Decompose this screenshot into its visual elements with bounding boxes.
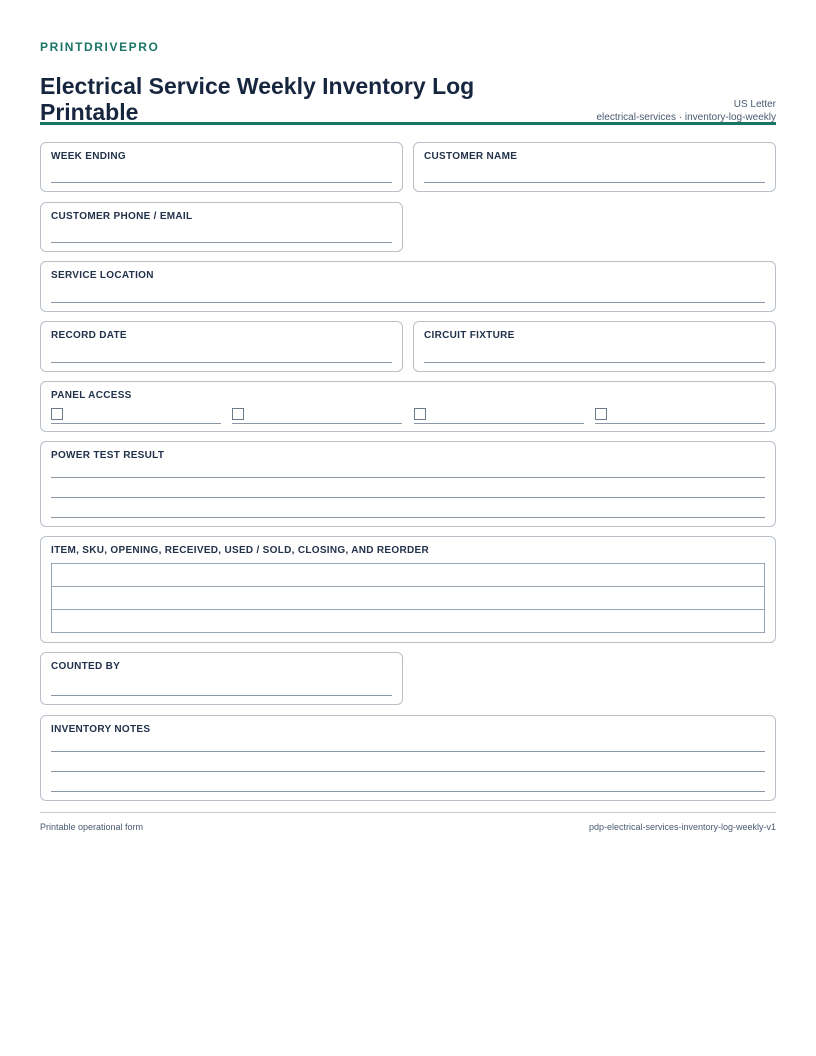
panel-access-option-3[interactable] <box>414 408 584 424</box>
inventory-table-label: ITEM, SKU, OPENING, RECEIVED, USED / SOLD, CLOSING, AND REORDER <box>51 545 430 556</box>
customer-contact-field <box>40 202 403 252</box>
inventory-notes-field <box>40 715 776 801</box>
inventory-notes-line-3[interactable] <box>51 791 765 792</box>
week-ending-label: WEEK ENDING <box>51 151 126 162</box>
page-meta <box>597 98 777 124</box>
inventory-notes-label: INVENTORY NOTES <box>51 724 151 735</box>
power-test-line-2[interactable] <box>51 497 765 498</box>
footer-left-text: Printable operational form <box>40 822 144 832</box>
table-cell[interactable] <box>52 587 765 610</box>
table-row <box>52 610 765 633</box>
panel-access-option-2[interactable] <box>232 408 402 424</box>
customer-contact-input[interactable] <box>51 242 392 243</box>
record-date-label: RECORD DATE <box>51 330 127 341</box>
inventory-notes-line-2[interactable] <box>51 771 765 772</box>
table-row <box>52 564 765 587</box>
power-test-line-1[interactable] <box>51 477 765 478</box>
counted-by-input[interactable] <box>51 695 392 696</box>
record-date-input[interactable] <box>51 362 392 363</box>
week-ending-input[interactable] <box>51 182 392 183</box>
panel-access-option-1[interactable] <box>51 408 221 424</box>
panel-access-option-4[interactable] <box>595 408 765 424</box>
table-cell[interactable] <box>52 564 765 587</box>
checkbox-icon[interactable] <box>595 408 607 420</box>
service-location-label: SERVICE LOCATION <box>51 270 154 281</box>
power-test-line-3[interactable] <box>51 517 765 518</box>
power-test-result-field <box>40 441 776 527</box>
circuit-fixture-field <box>413 321 776 372</box>
customer-name-input[interactable] <box>424 182 765 183</box>
form-header <box>40 54 776 125</box>
table-cell[interactable] <box>52 610 765 633</box>
circuit-fixture-input[interactable] <box>424 362 765 363</box>
footer-form-id: pdp-electrical-services-inventory-log-weekly-v1 <box>588 822 776 832</box>
record-date-field <box>40 321 403 372</box>
customer-name-field <box>413 142 776 192</box>
counted-by-field <box>40 652 403 705</box>
paper-size: US Letter <box>733 99 776 110</box>
checkbox-icon[interactable] <box>232 408 244 420</box>
inventory-table <box>51 563 765 633</box>
service-location-input[interactable] <box>51 302 765 303</box>
checkbox-icon[interactable] <box>51 408 63 420</box>
form-page <box>40 40 776 832</box>
table-row <box>52 587 765 610</box>
inventory-notes-line-1[interactable] <box>51 751 765 752</box>
page-title: Electrical Service Weekly Inventory Log Printable <box>40 73 475 125</box>
panel-access-field <box>40 381 776 432</box>
customer-name-label: CUSTOMER NAME <box>424 151 518 162</box>
brand-name: PRINTDRIVEPRO <box>40 40 160 54</box>
form-slug: electrical-services · inventory-log-weekly <box>596 112 776 123</box>
panel-access-label: PANEL ACCESS <box>51 390 132 401</box>
week-ending-field <box>40 142 403 192</box>
circuit-fixture-label: CIRCUIT FIXTURE <box>424 330 515 341</box>
counted-by-label: COUNTED BY <box>51 661 121 672</box>
power-test-result-label: POWER TEST RESULT <box>51 450 165 461</box>
checkbox-icon[interactable] <box>414 408 426 420</box>
inventory-table-section <box>40 536 776 643</box>
footer-divider <box>40 812 776 813</box>
customer-contact-label: CUSTOMER PHONE / EMAIL <box>51 211 193 222</box>
service-location-field <box>40 261 776 312</box>
